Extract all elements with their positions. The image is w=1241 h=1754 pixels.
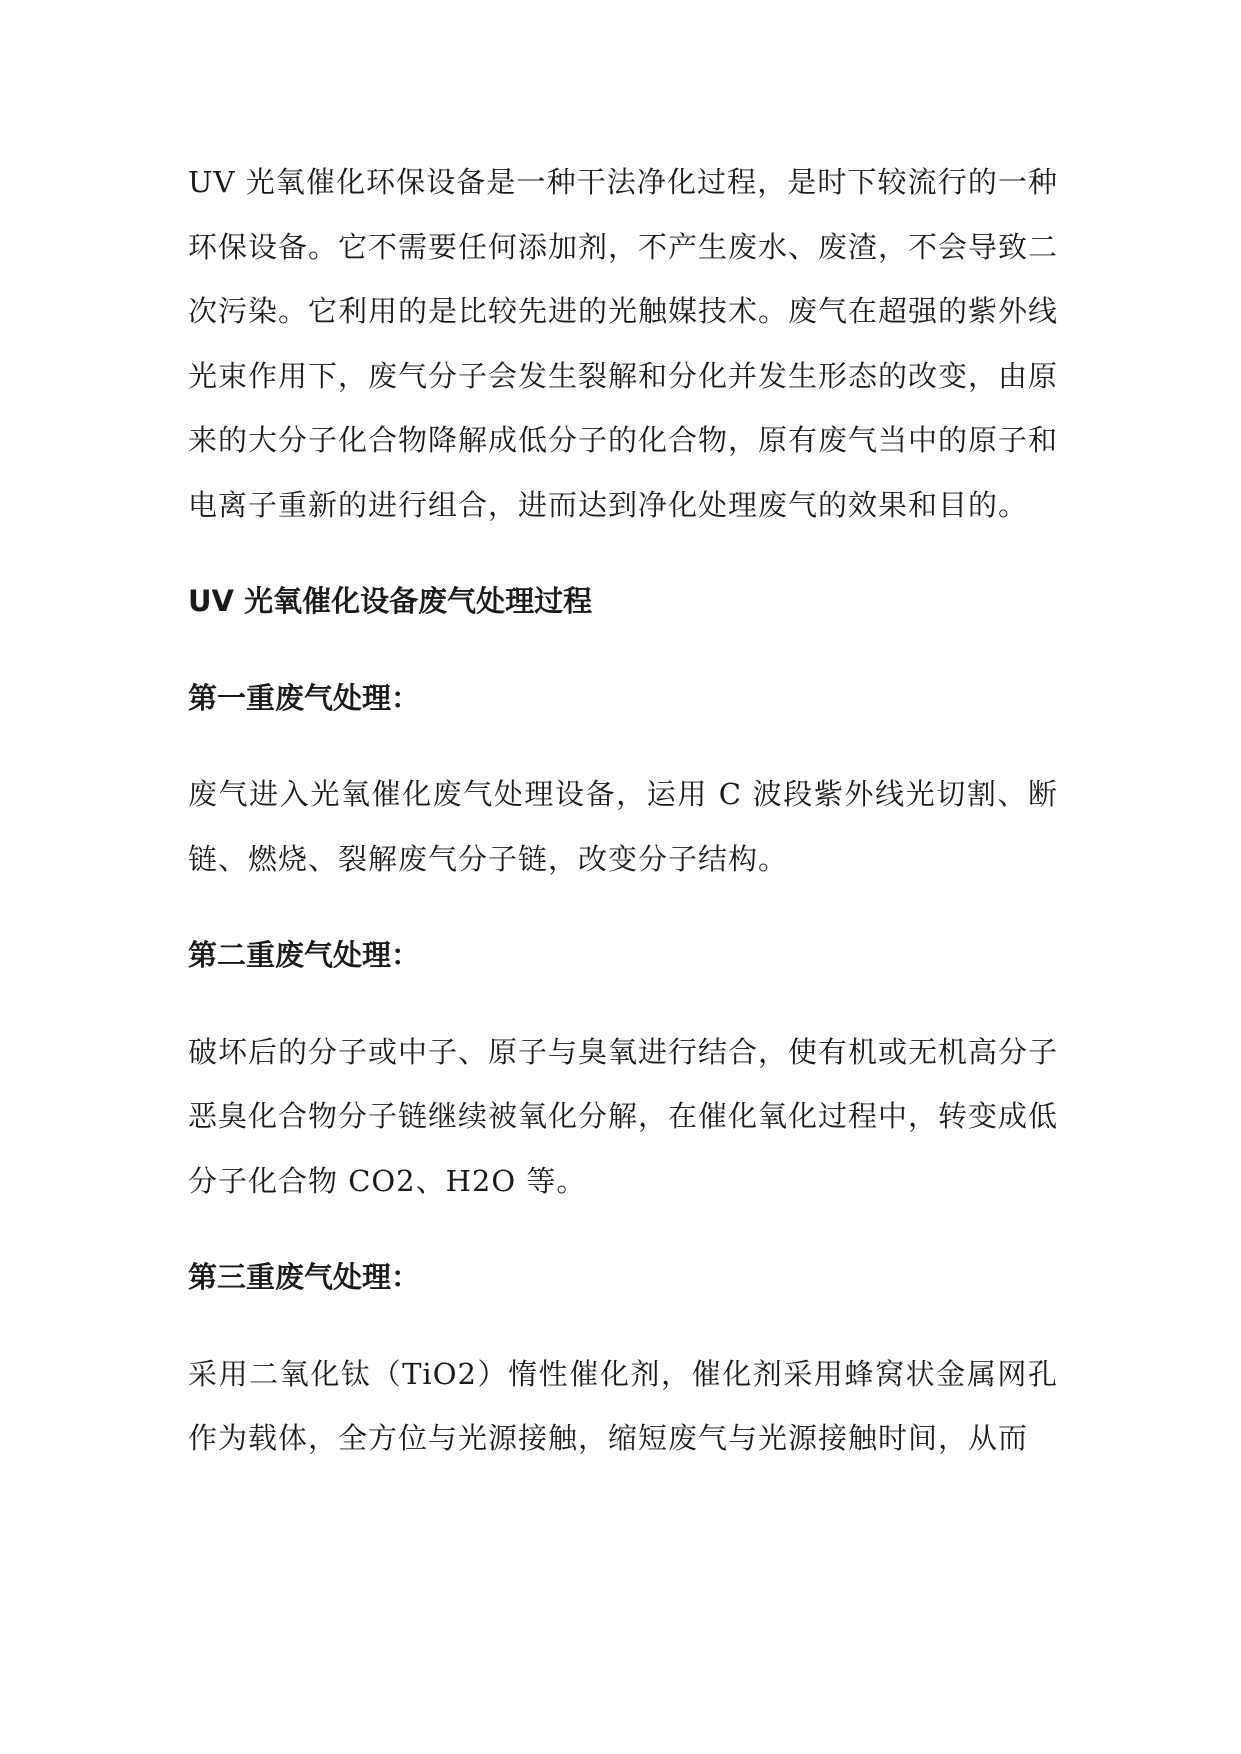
spacer <box>188 1310 1058 1342</box>
stage2-paragraph: 破坏后的分子或中子、原子与臭氧进行结合，使有机或无机高分子恶臭化合物分子链继续被氧化分解，在催化氧化过程中，转变成低分子化合物 CO2、H2O 等。 <box>188 1034 1059 1198</box>
spacer <box>188 891 1058 923</box>
document-body <box>188 150 1058 1471</box>
stage1-paragraph: 废气进入光氧催化废气处理设备，运用 C 波段紫外线光切割、断链、燃烧、裂解废气分子链，改变分子结构。 <box>188 777 1058 876</box>
spacer <box>188 634 1058 666</box>
spacer <box>188 537 1058 569</box>
spacer <box>188 988 1058 1020</box>
process-title: UV 光氧催化设备废气处理过程 <box>188 584 593 618</box>
spacer <box>188 730 1058 762</box>
spacer <box>188 1213 1058 1245</box>
intro-paragraph: UV 光氧催化环保设备是一种干法净化过程，是时下较流行的一种环保设备。它不需要任何添加剂，不产生废水、废渣，不会导致二次污染。它利用的是比较先进的光触媒技术。废气在超强的紫外线光束作用下，废气分子会发生裂解和分化并发生形态的改变，由原来的大分子化合物降解成低分子的化合物，原有废气当中的原子和电离子重新的进行组合，进而达到净化处理废气的效果和目的。 <box>188 165 1059 522</box>
stage1-heading: 第一重废气处理： <box>188 680 421 715</box>
stage3-paragraph: 采用二氧化钛（TiO2）惰性催化剂，催化剂采用蜂窝状金属网孔作为载体，全方位与光源接触，缩短废气与光源接触时间，从而 <box>188 1356 1058 1455</box>
stage2-heading: 第二重废气处理： <box>188 938 421 972</box>
stage3-heading: 第三重废气处理： <box>188 1260 421 1294</box>
